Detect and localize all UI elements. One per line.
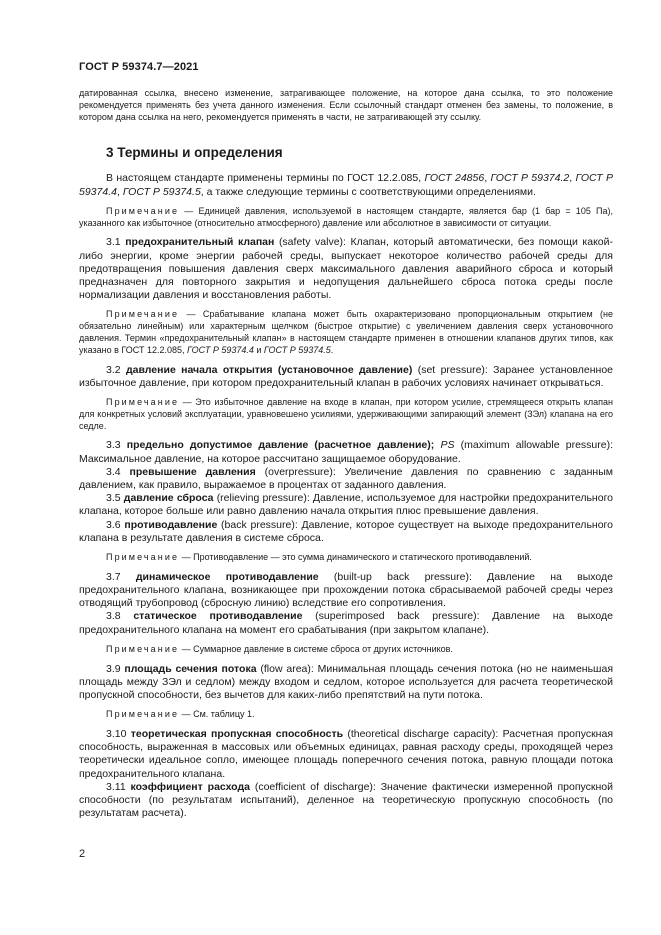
term-3-1: 3.1 предохранительный клапан (safety valve): Клапан, который автоматически, без помощи какой-либо энергии, кроме энергии рабочей среды, выпускает некоторое количество рабочей среды для предотвращения повышения давления сверх максимального давления аварийного сброса и который предназначен для повторного закрытия и недопущения дальнейшего сброса потока среды после нормализации давления и восстановления работы. — [79, 236, 614, 302]
section-title: 3 Термины и определения — [106, 145, 283, 161]
note-1: Примечание — Единицей давления, используемой в настоящем стандарте, является бар (1 бар = 105 Па), указанного как избыточное (относительно атмосферного) давление или абсолютное в зависимости от ситуации. — [79, 205, 613, 228]
term-3-2: 3.2 давление начала открытия (установочное давление) (set pressure): Заранее установленное избыточное давление, при котором предохранительный клапан в рабочих условиях начинает открываться. — [79, 363, 614, 389]
document-header: ГОСТ Р 59374.7—2021 — [79, 61, 199, 73]
note-2: Примечание — Срабатывание клапана может быть охарактеризовано пропорциональным открытием (не обязательно линейным) или характерным щелчком (быстрое открытие) с увеличением давления сверх установочного давления. Термин «предохранительный клапан» в настоящем стандарте применен в отношении клапанов других типов, как указано в ГОСТ 12.2.085, ГОСТ Р 59374.4 и ГОСТ Р 59374.5. — [79, 309, 613, 355]
note-6: Примечание — См. таблицу 1. — [106, 709, 255, 720]
note-3: Примечание — Это избыточное давление на входе в клапан, при котором усилие, стремящееся открыть клапан для конкретных условий эксплуатации, уравновешено усилиями, удерживающими запирающий элемент (ЗЭл) клапана на его седле. — [79, 397, 613, 431]
term-3-11: 3.11 коэффициент расхода (coefficient of discharge): Значение фактически измеренной пропускной способности (по результатам испытаний), деленное на теоретическую пропускную способность (по результатам расчета). — [79, 780, 614, 820]
page-number: 2 — [79, 848, 86, 860]
term-3-7: 3.7 динамическое противодавление (built-up back pressure): Давление на выходе предохранительного клапана, возникающее при прохождении потока сбрасываемой рабочей среды через отводящий трубопровод (сбросную линию) вследствие его сопротивления. — [79, 570, 613, 610]
term-3-9: 3.9 площадь сечения потока (flow area): Минимальная площадь сечения потока (но не наименьшая площадь между ЗЭл и седлом) между входом и седлом, которое используется для расчета теоретической пропускной способности, без вычетов для каких-либо препятствий на пути потока. — [79, 662, 613, 702]
term-3-6: 3.6 противодавление (back pressure): Давление, которое существует на выходе предохранительного клапана в результате давления в системе сброса. — [79, 518, 613, 544]
note-4: Примечание — Противодавление — это сумма динамического и статического противодавлений. — [106, 552, 532, 563]
term-3-4: 3.4 превышение давления (overpressure): Увеличение давления по сравнению с заданным давлением, как правило, выражаемое в процентах от заданного давления. — [79, 465, 613, 491]
term-3-3: 3.3 предельно допустимое давление (расчетное давление); PS (maximum allowable pressure): Максимальное давление, на которое рассчитано защищаемое оборудование. — [79, 439, 614, 465]
term-3-10: 3.10 теоретическая пропускная способность (theoretical discharge capacity): Расчетная пропускная способность, выраженная в массовых или объемных единицах, равная расходу среды, проходящей через теоретически идеальное сопло, имеющее площадь поперечного сечения потока, равную площади потока предохранительного клапана. — [79, 728, 614, 780]
document-body — [79, 88, 613, 820]
lead-paragraph: В настоящем стандарте применены термины по ГОСТ 12.2.085, ГОСТ 24856, ГОСТ Р 59374.2, ГОСТ Р 59374.4, ГОСТ Р 59374.5, а также следующие термины с соответствующими определениями. — [79, 172, 613, 198]
term-3-5: 3.5 давление сброса (relieving pressure): Давление, используемое для настройки предохранительного клапана, которое больше или равно давлению начала открытия плюс превышение давления. — [79, 492, 614, 518]
intro-paragraph: датированная ссылка, внесено изменение, затрагивающее положение, на которое дана ссылка, то это положение рекомендуется применять без учета данного изменения. Если ссылочный стандарт отменен без замены, то положение, в котором дана ссылка на него, рекомендуется применять в части, не затрагивающей эту ссылку. — [79, 88, 613, 122]
note-5: Примечание — Суммарное давление в системе сброса от других источников. — [106, 643, 453, 654]
term-3-8: 3.8 статическое противодавление (superimposed back pressure): Давление на выходе предохранительного клапана на момент его срабатывания (при закрытом клапане). — [79, 610, 613, 636]
